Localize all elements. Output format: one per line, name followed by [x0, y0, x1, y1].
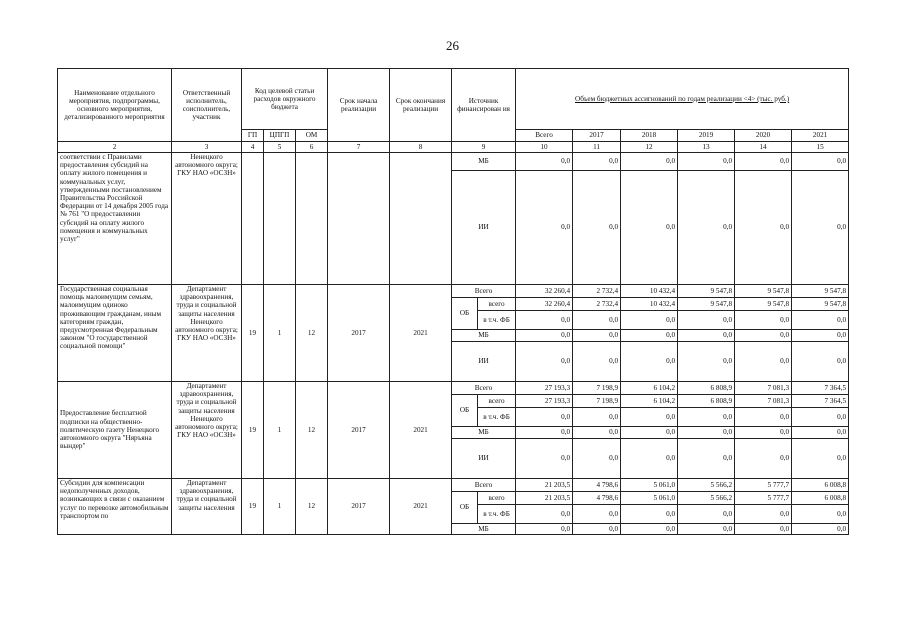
value-cell: 9 547,8: [678, 298, 735, 311]
value-cell: 0,0: [735, 524, 792, 535]
start-year: [328, 153, 390, 285]
funding-source: МБ: [452, 330, 516, 342]
value-cell: 5 061,0: [621, 479, 678, 492]
value-cell: 4 798,6: [573, 479, 621, 492]
value-cell: 0,0: [678, 524, 735, 535]
code-pgp: 1: [264, 285, 296, 382]
value-cell: 0,0: [735, 330, 792, 342]
value-cell: 5 061,0: [621, 492, 678, 505]
value-cell: 0,0: [735, 342, 792, 382]
code-pgp: 1: [264, 479, 296, 535]
code-gp: 19: [242, 285, 264, 382]
header-2021: 2021: [792, 130, 849, 142]
value-cell: 0,0: [573, 330, 621, 342]
value-cell: 0,0: [678, 342, 735, 382]
value-cell: 0,0: [792, 153, 849, 171]
column-index: 9: [452, 142, 516, 153]
value-cell: 0,0: [792, 408, 849, 427]
header-pgp: ЦПГП: [264, 130, 296, 142]
value-cell: 0,0: [678, 171, 735, 285]
value-cell: 0,0: [516, 427, 573, 439]
value-cell: 0,0: [516, 342, 573, 382]
funding-source-ob: ОБ: [452, 395, 478, 427]
funding-subsource: в т.ч. ФБ: [478, 505, 516, 524]
value-cell: 9 547,8: [678, 285, 735, 298]
column-index: 8: [390, 142, 452, 153]
measure-responsible: Департамент здравоохранения, труда и социальной защиты населения: [172, 479, 242, 535]
value-cell: 7 081,3: [735, 382, 792, 395]
value-cell: 0,0: [678, 153, 735, 171]
value-cell: 7 364,5: [792, 395, 849, 408]
value-cell: 0,0: [573, 408, 621, 427]
value-cell: 10 432,4: [621, 285, 678, 298]
page-number: 26: [446, 38, 459, 53]
code-om: 12: [296, 382, 328, 479]
column-index: 12: [621, 142, 678, 153]
measure-responsible: Департамент здравоохранения, труда и социальной защиты населения Ненецкого автономного округа; ГКУ НАО «ОСЗН»: [172, 382, 242, 479]
value-cell: 0,0: [792, 342, 849, 382]
table-row: [58, 153, 849, 171]
value-cell: 0,0: [735, 153, 792, 171]
funding-source-ob: ОБ: [452, 492, 478, 524]
value-cell: 21 203,5: [516, 479, 573, 492]
value-cell: 21 203,5: [516, 492, 573, 505]
value-cell: 6 808,9: [678, 382, 735, 395]
value-cell: 5 777,7: [735, 492, 792, 505]
value-cell: 0,0: [735, 505, 792, 524]
header-2017: 2017: [573, 130, 621, 142]
value-cell: 7 198,9: [573, 382, 621, 395]
funding-subsource: всего: [478, 298, 516, 311]
value-cell: 0,0: [621, 311, 678, 330]
end-year: 2021: [390, 285, 452, 382]
value-cell: 6 008,8: [792, 492, 849, 505]
value-cell: 0,0: [678, 311, 735, 330]
value-cell: 0,0: [678, 427, 735, 439]
value-cell: 0,0: [792, 439, 849, 479]
value-cell: 0,0: [573, 524, 621, 535]
value-cell: 5 566,2: [678, 492, 735, 505]
value-cell: 0,0: [621, 505, 678, 524]
value-cell: 0,0: [621, 342, 678, 382]
value-cell: 9 547,8: [792, 298, 849, 311]
code-gp: [242, 153, 264, 285]
value-cell: 10 432,4: [621, 298, 678, 311]
column-index: 15: [792, 142, 849, 153]
value-cell: 0,0: [516, 330, 573, 342]
funding-source-ob: ОБ: [452, 298, 478, 330]
value-cell: 0,0: [678, 505, 735, 524]
value-cell: 0,0: [792, 524, 849, 535]
code-pgp: 1: [264, 382, 296, 479]
value-cell: 7 364,5: [792, 382, 849, 395]
header-total: Всего: [516, 130, 573, 142]
column-index: 5: [264, 142, 296, 153]
measure-name: Государственная социальная помощь малоимущим семьям, малоимущим одиноко проживающим гражданам, иным категориям граждан, предусмотренная Федеральным законом "О государственной социальной помощи": [58, 285, 172, 382]
value-cell: 0,0: [735, 427, 792, 439]
funding-subsource: всего: [478, 492, 516, 505]
value-cell: 5 566,2: [678, 479, 735, 492]
value-cell: 0,0: [792, 505, 849, 524]
funding-source: ИИ: [452, 171, 516, 285]
measure-name: Субсидии для компенсации недополученных доходов, возникающих в связи с оказанием услуг по перевозке автомобильным транспортом по: [58, 479, 172, 535]
measure-responsible: Ненецкого автономного округа; ГКУ НАО «ОСЗН»: [172, 153, 242, 285]
header-2019: 2019: [678, 130, 735, 142]
code-om: [296, 153, 328, 285]
value-cell: 0,0: [516, 153, 573, 171]
table-row: [58, 285, 849, 298]
header-om: ОМ: [296, 130, 328, 142]
value-cell: 7 081,3: [735, 395, 792, 408]
value-cell: 0,0: [678, 439, 735, 479]
value-cell: 0,0: [573, 311, 621, 330]
value-cell: 0,0: [573, 171, 621, 285]
end-year: 2021: [390, 382, 452, 479]
funding-source: ИИ: [452, 439, 516, 479]
header-2020: 2020: [735, 130, 792, 142]
value-cell: 0,0: [516, 524, 573, 535]
value-cell: 5 777,7: [735, 479, 792, 492]
header-start: Срок начала реализации: [328, 69, 390, 142]
budget-table: [57, 68, 849, 535]
value-cell: 0,0: [516, 408, 573, 427]
end-year: [390, 153, 452, 285]
value-cell: 0,0: [792, 330, 849, 342]
value-cell: 0,0: [573, 439, 621, 479]
funding-subsource: в т.ч. ФБ: [478, 311, 516, 330]
value-cell: 4 798,6: [573, 492, 621, 505]
value-cell: 0,0: [621, 427, 678, 439]
value-cell: 0,0: [621, 408, 678, 427]
value-cell: 0,0: [516, 171, 573, 285]
code-pgp: [264, 153, 296, 285]
funding-source: ИИ: [452, 342, 516, 382]
end-year: 2021: [390, 479, 452, 535]
header-name: Наименование отдельного мероприятия, подпрограммы, основного мероприятия, детализированного мероприятия: [58, 69, 172, 142]
value-cell: 0,0: [573, 505, 621, 524]
value-cell: 6 104,2: [621, 382, 678, 395]
column-index: 13: [678, 142, 735, 153]
column-index: 3: [172, 142, 242, 153]
header-end: Срок окончания реализации: [390, 69, 452, 142]
value-cell: 0,0: [621, 330, 678, 342]
value-cell: 2 732,4: [573, 285, 621, 298]
value-cell: 7 198,9: [573, 395, 621, 408]
value-cell: 0,0: [516, 505, 573, 524]
funding-source: МБ: [452, 427, 516, 439]
value-cell: 0,0: [516, 439, 573, 479]
funding-source: МБ: [452, 524, 516, 535]
column-index: 6: [296, 142, 328, 153]
column-index: 11: [573, 142, 621, 153]
start-year: 2017: [328, 479, 390, 535]
measure-responsible: Департамент здравоохранения, труда и социальной защиты населения Ненецкого автономного округа; ГКУ НАО «ОСЗН»: [172, 285, 242, 382]
measure-name: соответствии с Правилами предоставления субсидий на оплату жилого помещения и коммунальных услуг, утвержденными постановлением Правительства Российской Федерации от 14 декабря 2005 года № 761 "О предоставлении субсидий на оплату жилого помещения и коммунальных услуг": [58, 153, 172, 285]
value-cell: 0,0: [516, 311, 573, 330]
value-cell: 0,0: [735, 408, 792, 427]
start-year: 2017: [328, 285, 390, 382]
column-index: 4: [242, 142, 264, 153]
value-cell: 32 260,4: [516, 298, 573, 311]
code-gp: 19: [242, 479, 264, 535]
value-cell: 6 808,9: [678, 395, 735, 408]
start-year: 2017: [328, 382, 390, 479]
header-code: Код целевой статьи расходов окружного бюджета: [242, 69, 328, 130]
column-index: 10: [516, 142, 573, 153]
table-row: [58, 479, 849, 492]
value-cell: 0,0: [735, 439, 792, 479]
measure-name: Предоставление бесплатной подписки на общественно-политическую газету Ненецкого автономного округа "Няръяна вындер": [58, 382, 172, 479]
column-index: 14: [735, 142, 792, 153]
header-responsible: Ответственный исполнитель, соисполнитель, участник: [172, 69, 242, 142]
value-cell: 0,0: [678, 408, 735, 427]
value-cell: 0,0: [573, 153, 621, 171]
value-cell: 9 547,8: [735, 298, 792, 311]
value-cell: 27 193,3: [516, 382, 573, 395]
value-cell: 0,0: [792, 171, 849, 285]
value-cell: 0,0: [678, 330, 735, 342]
value-cell: 0,0: [621, 439, 678, 479]
funding-source: Всего: [452, 479, 516, 492]
header-source: Источник финансирован ия: [452, 69, 516, 142]
value-cell: 0,0: [792, 311, 849, 330]
value-cell: 0,0: [621, 153, 678, 171]
header-gp: ГП: [242, 130, 264, 142]
code-om: 12: [296, 285, 328, 382]
funding-subsource: всего: [478, 395, 516, 408]
value-cell: 6 104,2: [621, 395, 678, 408]
funding-source: МБ: [452, 153, 516, 171]
column-index: 2: [58, 142, 172, 153]
value-cell: 9 547,8: [792, 285, 849, 298]
value-cell: 9 547,8: [735, 285, 792, 298]
column-index: 7: [328, 142, 390, 153]
funding-source: Всего: [452, 382, 516, 395]
value-cell: 0,0: [621, 171, 678, 285]
column-index-row: [58, 142, 849, 153]
value-cell: 0,0: [573, 342, 621, 382]
value-cell: 32 260,4: [516, 285, 573, 298]
funding-source: Всего: [452, 285, 516, 298]
value-cell: 6 008,8: [792, 479, 849, 492]
header-volume: Объем бюджетных ассигнований по годам реализации <4> (тыс. руб.): [516, 69, 849, 130]
value-cell: 27 193,3: [516, 395, 573, 408]
value-cell: 0,0: [735, 171, 792, 285]
value-cell: 0,0: [573, 427, 621, 439]
value-cell: 0,0: [792, 427, 849, 439]
funding-subsource: в т.ч. ФБ: [478, 408, 516, 427]
value-cell: 0,0: [735, 311, 792, 330]
value-cell: 2 732,4: [573, 298, 621, 311]
code-om: 12: [296, 479, 328, 535]
header-2018: 2018: [621, 130, 678, 142]
table-row: [58, 382, 849, 395]
value-cell: 0,0: [621, 524, 678, 535]
code-gp: 19: [242, 382, 264, 479]
